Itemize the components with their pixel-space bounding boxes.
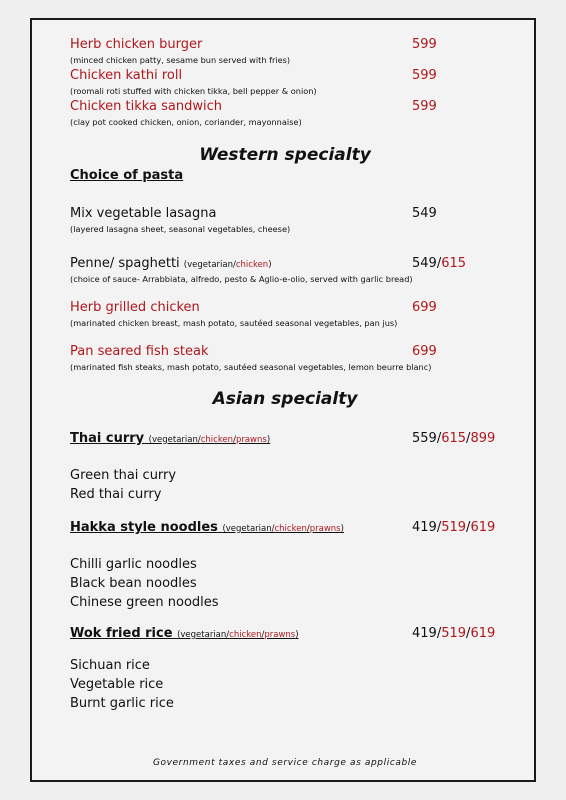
- list-item: Green thai curry: [70, 468, 177, 483]
- item-name: Mix vegetable lasagna: [70, 206, 217, 221]
- item-description: (roomali roti stuffed with chicken tikka, bell pepper & onion): [70, 86, 317, 96]
- item-description: (clay pot cooked chicken, onion, coriander, mayonnaise): [70, 117, 302, 127]
- item-price: 599: [412, 37, 437, 52]
- section-heading-asian: Asian specialty: [212, 389, 358, 409]
- list-item: Black bean noodles: [70, 576, 197, 591]
- section-heading-western: Western specialty: [199, 145, 371, 165]
- category-title: Thai curry (vegetarian/chicken/prawns): [70, 431, 271, 446]
- item-description: (marinated chicken breast, mash potato, sautéed seasonal vegetables, pan jus): [70, 318, 398, 328]
- item-name: Herb chicken burger: [70, 37, 203, 52]
- item-price: 599: [412, 99, 437, 114]
- category-price: 559/615/899: [412, 431, 496, 446]
- item-name: Penne/ spaghetti (vegetarian/chicken): [70, 256, 272, 271]
- item-price: 699: [412, 300, 437, 315]
- item-price: 549: [412, 206, 437, 221]
- item-price: 599: [412, 68, 437, 83]
- item-price: 549/615: [412, 256, 467, 271]
- list-item: Chilli garlic noodles: [70, 557, 197, 572]
- item-name: Chicken tikka sandwich: [70, 99, 223, 114]
- list-item: Red thai curry: [70, 487, 162, 502]
- item-name: Chicken kathi roll: [70, 68, 183, 83]
- item-price: 699: [412, 344, 437, 359]
- menu-page: [30, 18, 536, 782]
- list-item: Chinese green noodles: [70, 595, 219, 610]
- category-title: Hakka style noodles (vegetarian/chicken/prawns): [70, 520, 344, 535]
- item-name: Pan seared fish steak: [70, 344, 209, 359]
- list-item: Vegetable rice: [70, 677, 164, 692]
- category-pasta: Choice of pasta: [70, 168, 184, 183]
- list-item: Sichuan rice: [70, 658, 150, 673]
- footer-note: Government taxes and service charge as applicable: [152, 758, 418, 768]
- item-name: Herb grilled chicken: [70, 300, 200, 315]
- item-description: (layered lasagna sheet, seasonal vegetables, cheese): [70, 224, 291, 234]
- list-item: Burnt garlic rice: [70, 696, 174, 711]
- category-price: 419/519/619: [412, 520, 496, 535]
- item-description: (minced chicken patty, sesame bun served with fries): [70, 55, 291, 65]
- category-title: Wok fried rice (vegetarian/chicken/prawns): [70, 626, 299, 641]
- item-description: (marinated fish steaks, mash potato, sautéed seasonal vegetables, lemon beurre blanc): [70, 362, 432, 372]
- category-price: 419/519/619: [412, 626, 496, 641]
- item-description: (choice of sauce- Arrabbiata, alfredo, pesto & Aglio-e-olio, served with garlic bread): [70, 274, 413, 284]
